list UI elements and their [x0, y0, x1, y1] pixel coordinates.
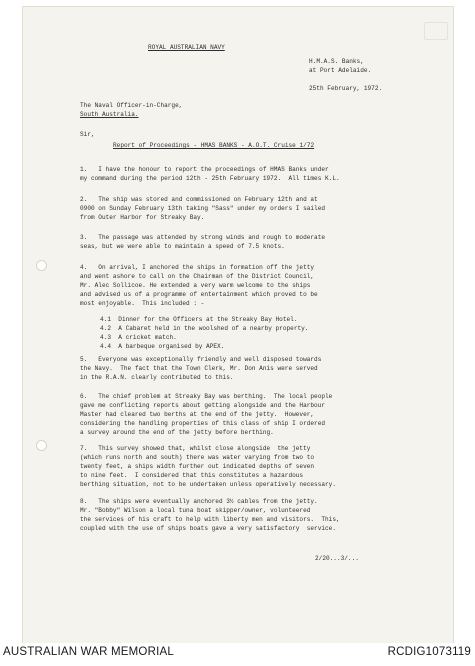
- para-7-line: berthing situation, not to be undertaken unless operatively necessary.: [80, 481, 336, 488]
- para-5-line: the Navy. The fact that the Town Clerk, Mr. Don Anis were served: [80, 365, 318, 372]
- footer-archive-name: AUSTRALIAN WAR MEMORIAL: [3, 646, 174, 658]
- para-7-line: 7. This survey showed that, whilst close alongside the jetty: [80, 445, 311, 452]
- continuation-mark: 2/20...3/...: [315, 555, 359, 562]
- ship-location: at Port Adelaide.: [309, 67, 372, 74]
- punch-hole-top: [36, 260, 47, 271]
- para-4-line: 4. On arrival, I anchored the ships in formation off the jetty: [80, 264, 315, 271]
- para-3-line: seas, but we were able to maintain a speed of 7.5 knots.: [80, 243, 285, 250]
- para-6-line: considering the handling properties of this class of ship I ordered: [80, 420, 326, 427]
- para-4-line: and advised us of a programme of entertainment which proved to be: [80, 291, 318, 298]
- letter-date: 25th February, 1972.: [309, 85, 383, 92]
- para-4-item: 4.1 Dinner for the Officers at the Streaky Bay Hotel.: [100, 316, 298, 323]
- para-7-line: to nine feet. I considered that this constitutes a hazardous: [80, 472, 304, 479]
- para-1-line: 1. I have the honour to report the proceedings of HMAS Banks under: [80, 166, 329, 173]
- ship-name: H.M.A.S. Banks,: [309, 58, 364, 65]
- para-6-line: Master had cleared two berths at the end of the jetty. However,: [80, 411, 315, 418]
- para-8-line: coupled with the use of ships boats gave a very satisfactory service.: [80, 525, 336, 532]
- para-6-line: 6. The chief problem at Streaky Bay was berthing. The local people: [80, 393, 333, 400]
- punch-hole-bottom: [36, 440, 47, 451]
- para-2-line: from Outer Harbor for Streaky Bay.: [80, 214, 205, 221]
- corner-stain: [424, 22, 448, 40]
- para-5-line: 5. Everyone was exceptionally friendly and well disposed towards: [80, 356, 322, 363]
- para-6-line: gave me conflicting reports about getting alongside and the Harbour: [80, 402, 326, 409]
- para-4-line: and went ashore to call on the Chairman of the District Council,: [80, 273, 315, 280]
- para-3-line: 3. The passage was attended by strong winds and rough to moderate: [80, 234, 326, 241]
- para-1-line: my command during the period 12th - 25th February 1972. All times K.L.: [80, 175, 340, 182]
- para-7-line: twenty feet, a ships width further out indicated depths of seven: [80, 463, 315, 470]
- footer-record-id: RCDIG1073119: [387, 646, 471, 658]
- salutation: Sir,: [80, 131, 95, 138]
- addressee-line-1: The Naval Officer-in-Charge,: [80, 102, 183, 109]
- addressee-line-2: South Australia.: [80, 111, 139, 118]
- para-6-line: a survey around the end of the jetty before berthing.: [80, 429, 274, 436]
- para-4-item: 4.4 A barbeque organised by APEX.: [100, 343, 225, 350]
- para-5-line: in the R.A.N. clearly contributed to this.: [80, 374, 234, 381]
- para-8-line: Mr. "Bobby" Wilson a local tuna boat skipper/owner, volunteered: [80, 507, 311, 514]
- para-8-line: 8. The ships were eventually anchored 3½ cables from the jetty.: [80, 498, 318, 505]
- para-4-line: most enjoyable. This included : -: [80, 300, 205, 307]
- para-4-line: Mr. Alec Sollicoe. He extended a very warm welcome to the ships: [80, 282, 311, 289]
- para-7-line: (which runs north and south) there was water varying from two to: [80, 454, 315, 461]
- subject-line: Report of Proceedings - HMAS BANKS - A.O.T. Cruise 1/72: [113, 142, 315, 149]
- para-2-line: 0900 on Sunday February 13th taking "Sass" under my orders I sailed: [80, 205, 326, 212]
- para-8-line: the services of his craft to help with liberty men and visitors. This,: [80, 516, 340, 523]
- para-4-item: 4.2 A Cabaret held in the woolshed of a nearby property.: [100, 325, 309, 332]
- para-2-line: 2. The ship was stored and commissioned on February 12th and at: [80, 196, 318, 203]
- navy-heading: ROYAL AUSTRALIAN NAVY: [148, 44, 225, 51]
- para-4-item: 4.3 A cricket match.: [100, 334, 177, 341]
